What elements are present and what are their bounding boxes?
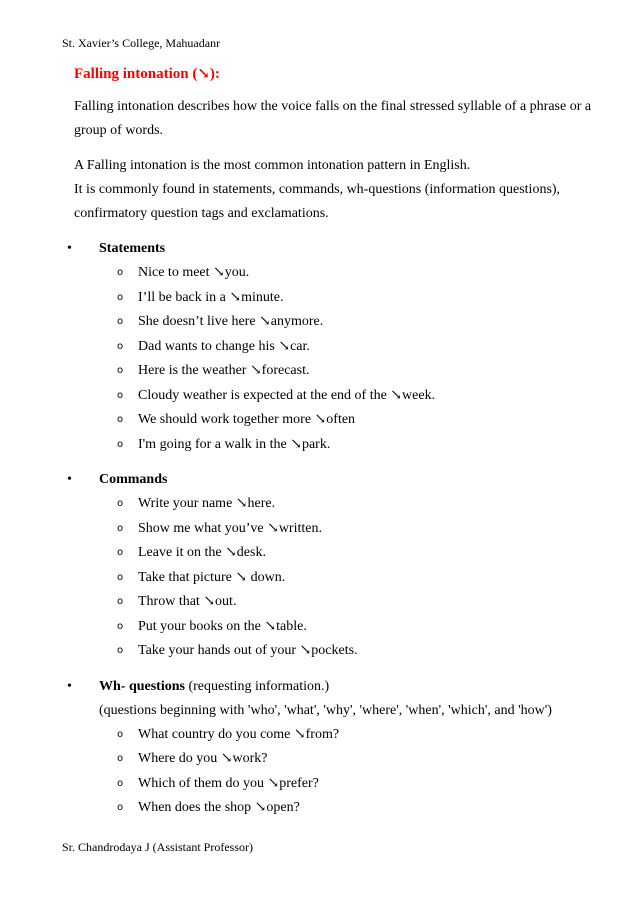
circle-bullet-icon: o [117, 753, 124, 764]
example-sentence: Take that picture ↘ down. [138, 569, 286, 585]
wh-questions-heading: Wh- questions [99, 678, 185, 694]
circle-bullet-icon: o [117, 571, 124, 583]
usage-paragraph: It is commonly found in statements, commands, wh-questions (information questions), confirmatory question tags and exclamations. [74, 182, 561, 221]
bullet-heading [99, 468, 167, 492]
list-item [74, 310, 604, 335]
circle-bullet-icon: o [117, 438, 124, 450]
wh-questions-note: (questions beginning with 'who', 'what', 'why', 'where', 'when', 'which', and 'how') [99, 702, 552, 718]
document-body [67, 62, 604, 821]
commands-heading: Commands [99, 472, 168, 487]
example-sentence: Take your hands out of your ↘pockets. [138, 643, 358, 658]
example-sentence: Write your name ↘here. [138, 496, 276, 511]
definition-paragraph: Falling intonation describes how the voice falls on the final stressed syllable of a phrase or a group of words. [74, 99, 592, 138]
example-sentence: She doesn’t live here ↘anymore. [138, 314, 324, 329]
circle-bullet-icon: o [117, 267, 124, 278]
spacer [74, 457, 604, 468]
page-header: St. Xavier’s College, Mahuadanr [62, 36, 221, 50]
circle-bullet-icon: o [117, 365, 124, 376]
list-item [74, 261, 604, 286]
list-item [74, 590, 604, 615]
statements-heading: Statements [99, 241, 166, 256]
bullet-icon: • [67, 472, 72, 487]
wh-questions-section [67, 675, 604, 821]
list-item [74, 541, 604, 566]
list-item [74, 615, 604, 640]
spacer [74, 664, 604, 675]
section-title: Falling intonation (↘): [74, 66, 220, 82]
list-item [74, 772, 604, 797]
bullet-icon: • [67, 678, 72, 694]
list-item [74, 384, 604, 409]
example-sentence: Throw that ↘out. [138, 594, 237, 609]
list-item [74, 517, 604, 542]
wh-questions-bullet [67, 675, 604, 699]
statements-bullet [67, 237, 604, 261]
list-item [74, 408, 604, 433]
example-sentence: Cloudy weather is expected at the end of the ↘week. [138, 387, 436, 403]
example-sentence: Put your books on the ↘table. [138, 618, 307, 634]
circle-bullet-icon: o [117, 522, 124, 534]
example-sentence: I'm going for a walk in the ↘park. [138, 436, 331, 452]
page-footer: Sr. Chandrodaya J (Assistant Professor) [62, 840, 253, 854]
commands-list [74, 492, 604, 664]
circle-bullet-icon: o [117, 645, 124, 656]
circle-bullet-icon: o [117, 316, 124, 327]
wh-questions-list [74, 723, 604, 821]
list-item [74, 747, 604, 772]
statements-section [67, 237, 604, 457]
circle-bullet-icon: o [117, 340, 124, 352]
example-sentence: Which of them do you ↘prefer? [138, 775, 319, 791]
example-sentence: Nice to meet ↘you. [138, 265, 250, 280]
circle-bullet-icon: o [117, 291, 124, 303]
list-item [74, 796, 604, 821]
bullet-icon: • [67, 241, 72, 256]
example-sentence: Leave it on the ↘desk. [138, 545, 266, 560]
list-item [74, 566, 604, 591]
list-item [74, 286, 604, 311]
circle-bullet-icon: o [117, 547, 124, 558]
circle-bullet-icon: o [117, 414, 124, 425]
wh-questions-heading-suffix: (requesting information.) [184, 678, 330, 694]
example-sentence: Here is the weather ↘forecast. [138, 363, 310, 378]
statements-list [74, 261, 604, 457]
list-item [74, 723, 604, 748]
list-item [74, 335, 604, 360]
list-item [74, 492, 604, 517]
circle-bullet-icon: o [117, 802, 124, 813]
circle-bullet-icon: o [117, 777, 124, 789]
list-item [74, 639, 604, 664]
example-sentence: Where do you ↘work? [138, 751, 268, 766]
circle-bullet-icon: o [117, 596, 124, 607]
example-sentence: When does the shop ↘open? [138, 800, 300, 815]
circle-bullet-icon: o [117, 389, 124, 401]
list-item [74, 359, 604, 384]
commands-bullet [67, 468, 604, 492]
example-sentence: What country do you come ↘from? [138, 726, 340, 742]
circle-bullet-icon: o [117, 498, 124, 509]
example-sentence: We should work together more ↘often [138, 412, 356, 427]
example-sentence: Dad wants to change his ↘car. [138, 338, 310, 354]
circle-bullet-icon: o [117, 728, 124, 740]
bullet-heading [99, 237, 165, 261]
example-sentence: I’ll be back in a ↘minute. [138, 289, 284, 305]
commands-section [67, 468, 604, 664]
list-item [74, 433, 604, 458]
circle-bullet-icon: o [117, 620, 124, 632]
bullet-heading [99, 675, 329, 699]
example-sentence: Show me what you’ve ↘written. [138, 520, 322, 536]
common-paragraph: A Falling intonation is the most common intonation pattern in English. [74, 158, 471, 173]
